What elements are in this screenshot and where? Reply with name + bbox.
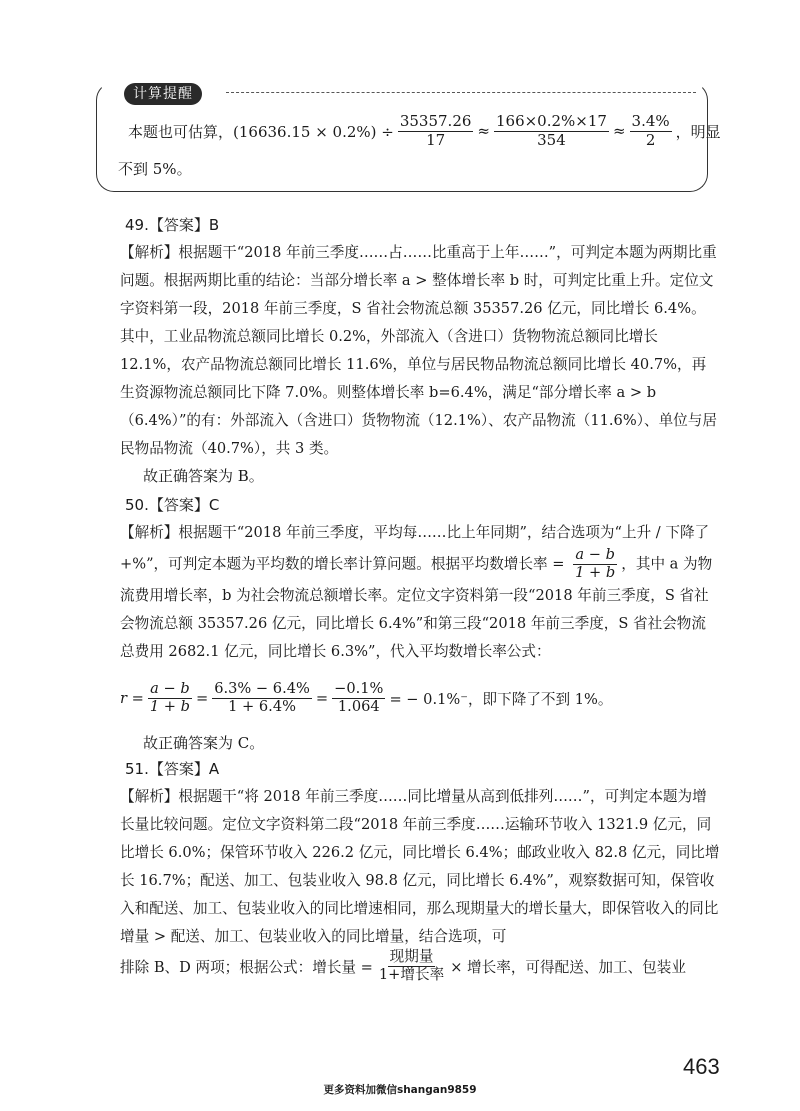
q50-formula: r = $\frac{a - b}{1 + b}$ = $\frac{6.3\% - 6.4\%}{1 + 6.4\%}$ = $\frac{-0.1\%}{1.064}$ = − 0.1%⁻，即下降了不到 1%。 <box>120 679 613 715</box>
q50-formula-fraction-3: $\frac{-0.1\%}{1.064}$ <box>334 679 384 715</box>
tip-fraction-2: $\frac{166\times 0.2\%\times 17}{354}$ <box>495 112 607 149</box>
tip-fraction-1: $\frac{35357.26}{17}$ <box>399 112 472 149</box>
q50-formula-fraction-2: $\frac{6.3\% - 6.4\%}{1 + 6.4\%}$ <box>214 679 310 715</box>
q51-growth-fraction: $\frac{\text{现期量}}{\text{1+增长率}}$ <box>378 947 445 983</box>
page-number: 463 <box>683 1054 720 1079</box>
q50-conclusion: 故正确答案为 C。 <box>143 734 265 752</box>
tip-formula-line: 本题也可估算，(16636.15 × 0.2%) ÷ $\frac{35357.26}{17}$ ≈ $\frac{166\times 0.2\%\times 17}{354}$ ≈ $\frac{3.4\%}{2}$ ，明显 <box>128 112 721 149</box>
tip-conclusion: 不到 5%。 <box>118 160 192 178</box>
q50-answer: 50.【答案】C <box>125 496 220 514</box>
q50-analysis-intro: 【解析】根据题干“2018 年前三季度，平均每……比上年同期”，结合选项为“上升 / 下降了 +%”，可判定本题为平均数的增长率计算问题。根据平均数增长率 = $\frac{a - b}{1 + b}$ ，其中 a 为物流费用增长率，b 为社会物流总额增长率。定位文字资料第一段“2018 年前三季度，S 省社会物流总额 35357.26 亿元，同比增长 6.4%”和第三段“2018 年前三季度，S 省社会物流总费用 2682.1 亿元，同比增长 6.3%”，代入平均数增长率公式： <box>120 524 713 660</box>
q49-answer: 49.【答案】B <box>125 216 220 234</box>
q51-analysis: 【解析】根据题干“将 2018 年前三季度……同比增量从高到低排列……”，可判定本题为增长量比较问题。定位文字资料第二段“2018 年前三季度……运输环节收入 1321.9 亿元，同比增长 6.0%；保管环节收入 226.2 亿元，同比增长 6.4%；邮政业收入 82.8 亿元，同比增长 16.7%；配送、加工、包装业收入 98.8 亿元，同比增长 6.4%”，观察数据可知，保管收入和配送、加工、包装业收入的同比增速相同，那么现期量大的增长量大，即保管收入的同比增量 > 配送、加工、包装业收入的同比增量，结合选项，可 <box>120 788 720 945</box>
footer-watermark: 更多资料加微信shangan9859 <box>323 1084 477 1096</box>
tip-prefix: 本题也可估算，(16636.15 × 0.2%) ÷ <box>128 122 394 141</box>
tip-fraction-3: $\frac{3.4\%}{2}$ <box>631 112 670 149</box>
q49-analysis: 【解析】根据题干“2018 年前三季度……占……比重高于上年……”，可判定本题为两期比重问题。根据两期比重的结论：当部分增长率 a > 整体增长率 b 时，可判定比重上升。定位文字资料第一段，2018 年前三季度，S 省社会物流总额 35357.26 亿元，同比增长 6.4%。其中，工业品物流总额同比增长 0.2%，外部流入（含进口）货物物流总额同比增长 12.1%，农产品物流总额同比增长 11.6%，单位与居民物品物流总额同比增长 40.7%，再生资源物流总额同比下降 7.0%。则整体增长率 b=6.4%，满足“部分增长率 a > b（6.4%）”的有：外部流入（含进口）货物物流（12.1%）、农产品物流（11.6%）、单位与居民物品物流（40.7%），共 3 类。 <box>120 244 717 457</box>
tip-suffix: ，明显 <box>675 122 721 141</box>
q49-conclusion: 故正确答案为 B。 <box>143 467 264 485</box>
q50-growth-fraction: $\frac{a - b}{1 + b}$ <box>575 546 616 581</box>
q50-formula-fraction-1: $\frac{a - b}{1 + b}$ <box>149 679 190 715</box>
tip-divider <box>226 92 696 93</box>
calculation-tip-label: 计算提醒 <box>124 83 202 105</box>
q51-formula-line: 排除 B、D 两项；根据公式：增长量 = $\frac{\text{现期量}}{\text{1+增长率}}$ × 增长率，可得配送、加工、包装业 <box>120 947 686 983</box>
q51-answer: 51.【答案】A <box>125 760 220 778</box>
